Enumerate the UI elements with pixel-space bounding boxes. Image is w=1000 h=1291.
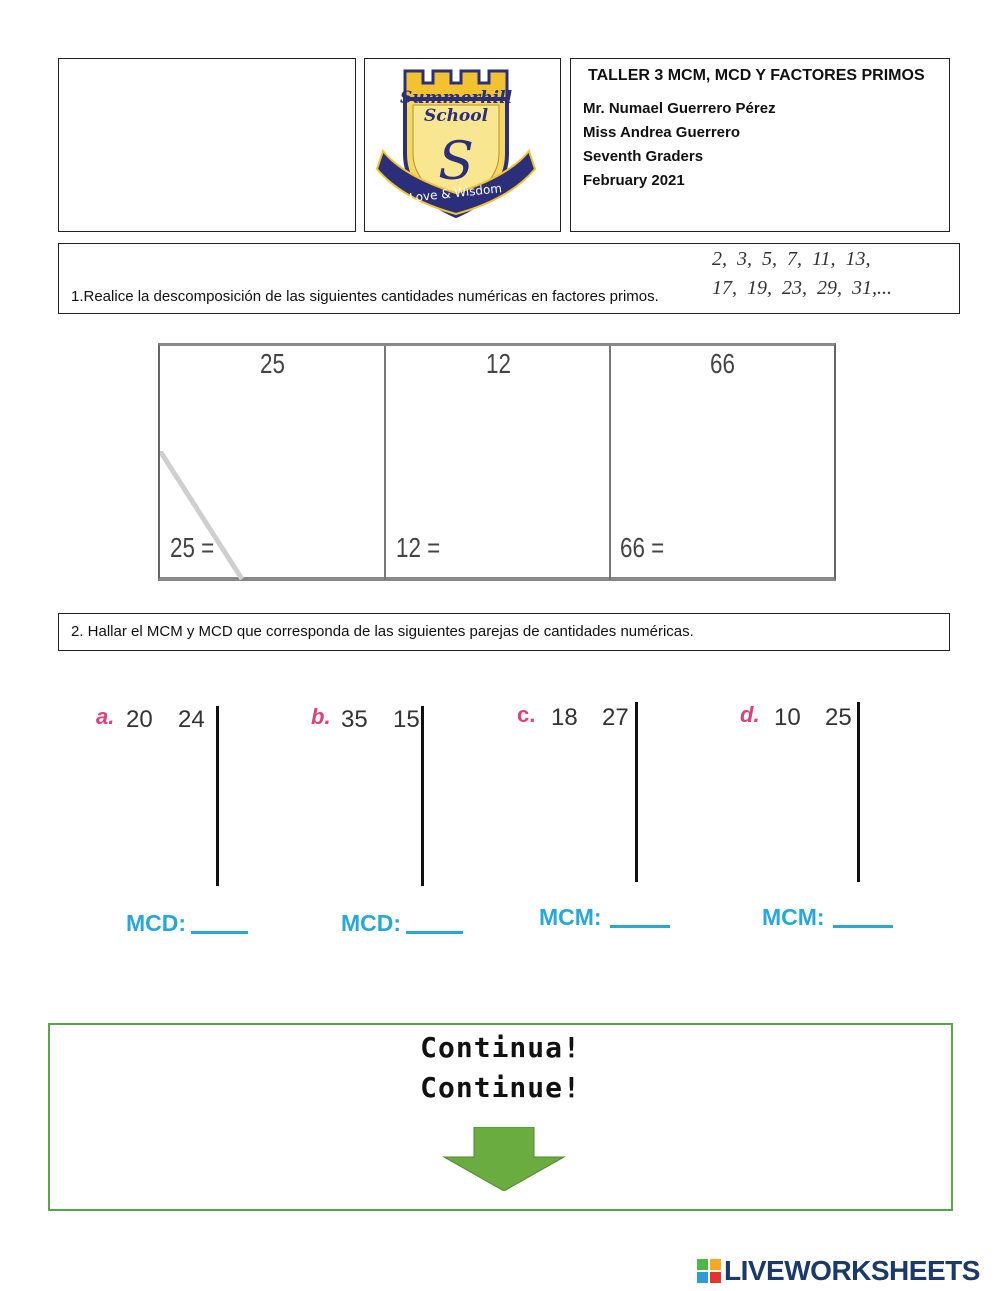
pair-c-value-1: 18 — [551, 704, 578, 731]
primes-line-2: 17, 19, 23, 29, 31,... — [712, 277, 892, 299]
liveworksheets-icon — [697, 1259, 721, 1283]
factor-cell-2-number: 12 — [486, 348, 511, 379]
pair-b-value-1: 35 — [341, 706, 368, 733]
pair-d-value-1: 10 — [774, 704, 801, 731]
pair-a-letter: a. — [96, 704, 115, 729]
pair-d-answer-blank[interactable] — [833, 925, 893, 928]
pair-c-result-label: MCM: — [539, 904, 602, 930]
factor-cell-1-number: 25 — [260, 348, 285, 379]
pair-d-letter: d. — [740, 702, 760, 727]
factor-table — [158, 343, 836, 581]
pair-b-result-label: MCD: — [341, 910, 402, 936]
logo-motto: Love & Wisdom — [408, 181, 503, 205]
pair-a-answer-blank[interactable] — [191, 931, 248, 934]
pair-d-value-2: 25 — [825, 704, 852, 731]
factor-cell-1-answer-label: 25 = — [170, 532, 215, 563]
pair-d-result-label: MCM: — [762, 904, 825, 930]
pair-b-answer-blank[interactable] — [406, 931, 463, 934]
pair-c-answer-blank[interactable] — [610, 925, 670, 928]
continue-text-es: Continua! — [420, 1031, 581, 1064]
pair-b — [311, 700, 471, 940]
pair-d — [740, 700, 910, 940]
teacher-name-1: Mr. Numael Guerrero Pérez — [583, 100, 776, 117]
continue-text-en: Continue! — [420, 1071, 581, 1104]
svg-text:S: S — [438, 132, 474, 192]
pair-a — [96, 700, 256, 940]
teacher-name-2: Miss Andrea Guerrero — [583, 124, 740, 141]
liveworksheets-logo — [697, 1255, 997, 1287]
pair-b-letter: b. — [311, 704, 331, 729]
empty-name-box — [58, 58, 356, 232]
pair-c-letter: c. — [517, 702, 536, 727]
pair-c — [517, 700, 687, 940]
worksheet-title: TALLER 3 MCM, MCD Y FACTORES PRIMOS — [588, 67, 925, 84]
school-crest-logo — [365, 59, 560, 231]
factor-cell-2-answer-label: 12 = — [396, 532, 441, 563]
date-label: February 2021 — [583, 172, 685, 189]
pair-c-value-2: 27 — [602, 704, 629, 731]
down-arrow-icon[interactable] — [442, 1127, 566, 1191]
factor-cell-3-number: 66 — [710, 348, 735, 379]
primes-line-1: 2, 3, 5, 7, 11, 13, — [712, 248, 871, 270]
factor-cell-3-answer-label: 66 = — [620, 532, 665, 563]
section1-instruction: 1.Realice la descomposición de las siguientes cantidades numéricas en factores primos. — [71, 288, 659, 305]
pair-a-result-label: MCD: — [126, 910, 187, 936]
title-box — [570, 58, 950, 232]
pair-a-value-1: 20 — [126, 706, 153, 733]
logo-text-line2: School — [423, 106, 489, 126]
section2-instruction-box — [58, 613, 950, 651]
continue-box — [48, 1023, 953, 1211]
pair-b-value-2: 15 — [393, 706, 420, 733]
logo-text-line1: Summerhill — [399, 88, 513, 108]
decorative-slash — [160, 451, 250, 581]
section1-instruction-box — [58, 243, 960, 314]
pair-a-value-2: 24 — [178, 706, 205, 733]
logo-box — [364, 58, 561, 232]
section2-instruction: 2. Hallar el MCM y MCD que corresponda de las siguientes parejas de cantidades numéricas. — [71, 623, 694, 640]
liveworksheets-brand: LIVEWORKSHEETS — [724, 1255, 980, 1286]
grade-label: Seventh Graders — [583, 148, 704, 165]
